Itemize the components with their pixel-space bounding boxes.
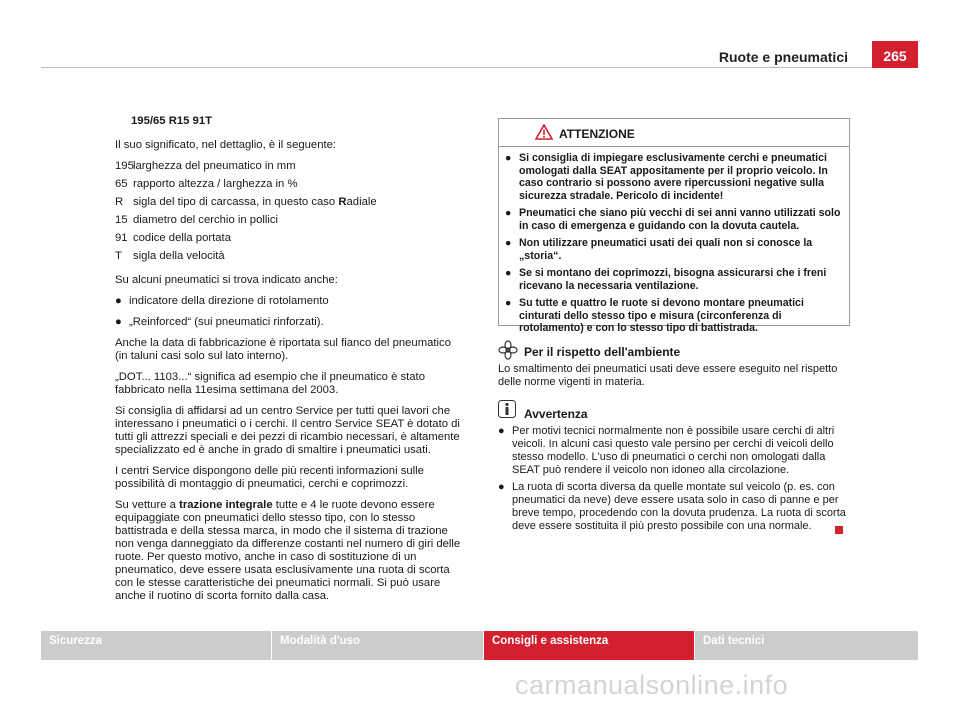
note-title: Avvertenza (524, 407, 588, 421)
page-number: 265 (872, 41, 918, 68)
info-icon (498, 400, 516, 418)
warning-item: ● Su tutte e quattro le ruote si devono montare pneumatici cinturati dello stesso tipo e misura (circonferenza di rotolamento) e con lo stesso tipo di battistrada. (505, 297, 804, 334)
definition-item: 65 rapporto altezza / larghezza in % (115, 178, 298, 190)
environment-title: Per il rispetto dell'ambiente (524, 345, 681, 359)
tab-dati-tecnici[interactable]: Dati tecnici (694, 631, 918, 660)
warning-item: ● Si consiglia di impiegare esclusivamente cerchi e pneumatici omologati dalla SEAT appositamente per il proprio veicolo. In caso contrario si possono avere ripercussioni negative sulla sicurezza stradale. Pericolo di incidente! (505, 152, 828, 202)
paragraph: Su vetture a trazione integrale tutte e 4 le ruote devono essere equipaggiate con pneumatici dello stesso tipo, con lo stesso battistrada e della stessa marca, in modo che il sistema di trazione non venga danneggiato da differenze costanti nel numero di giri delle ruote. Per questo motivo, anche in caso di sostituzione di un pneumatico, deve essere usata esclusivamente una ruota di scorta con le stesse caratteristiche dei pneumatici normali. Si può usare anche il ruotino di scorta fornito dalla casa. (115, 499, 461, 602)
warning-header (499, 119, 849, 147)
chapter-title: Ruote e pneumatici (718, 49, 848, 65)
definition-item: T sigla della velocità (115, 250, 225, 262)
left-column (115, 115, 465, 611)
tab-consigli-e-assistenza[interactable]: Consigli e assistenza (483, 631, 694, 660)
warning-item: ● Pneumatici che siano più vecchi di sei anni vanno utilizzati solo in caso di emergenza e guidando con la dovuta cautela. (505, 207, 841, 232)
note-section (498, 400, 853, 537)
paragraph: Si consiglia di affidarsi ad un centro Service per tutti quei lavori che interessano i pneumatici o i cerchi. Il centro Service SEAT è dotato di tutti gli attrezzi speciali e dei pezzi di ricambio necessari, è altamente specializzato ed è anche in grado di smaltire i pneumatici usati. (115, 405, 460, 456)
warning-box (498, 118, 850, 334)
section-end-marker (835, 526, 843, 534)
definition-item: 195 larghezza del pneumatico in mm (115, 160, 296, 172)
paragraph: „DOT... 1103...“ significa ad esempio che il pneumatico è stato fabbricato nella 11esima settimana del 2003. (115, 371, 425, 396)
warning-triangle-icon (535, 124, 553, 140)
tire-code: 195/65 R15 91T (131, 115, 213, 127)
warning-item: ● Non utilizzare pneumatici usati dei quali non si conosce la „storia“. (505, 237, 813, 262)
intro-text: Il suo significato, nel dettaglio, è il seguente: (115, 139, 337, 151)
paragraph: Anche la data di fabbricazione è riportata sul fianco del pneumatico (in taluni casi solo sul lato interno). (115, 337, 451, 362)
flower-icon (498, 340, 518, 360)
also-text: Su alcuni pneumatici si trova indicato anche: (115, 274, 338, 286)
note-item: ● Per motivi tecnici normalmente non è possibile usare cerchi di altri veicoli. In alcuni casi questo vale persino per cerchi di veicoli dello stesso modello. L'uso di pneumatici o cerchi non omologati dalla SEAT può rendere il veicolo non idoneo alla circolazione. (498, 425, 835, 476)
definition-item: R sigla del tipo di carcassa, in questo caso Radiale (115, 196, 377, 208)
warning-body (499, 147, 849, 335)
paragraph: I centri Service dispongono delle più recenti informazioni sulle possibilità di montaggio di pneumatici, cerchi e coprimozzi. (115, 465, 424, 490)
environment-section (498, 340, 853, 389)
bullet-item: ● indicatore della direzione di rotolamento (115, 295, 329, 307)
environment-text: Lo smaltimento dei pneumatici usati deve essere eseguito nel rispetto delle norme vigenti in materia. (498, 363, 838, 388)
tab-modalita-duso[interactable]: Modalità d'uso (271, 631, 483, 660)
header-rule (41, 67, 918, 68)
tab-sicurezza[interactable]: Sicurezza (41, 631, 271, 660)
definition-item: 15 diametro del cerchio in pollici (115, 214, 279, 226)
warning-item: ● Se si montano dei coprimozzi, bisogna assicurarsi che i freni ricevano la necessaria ventilazione. (505, 267, 827, 292)
watermark: carmanualsonline.info (515, 670, 789, 700)
warning-title: ATTENZIONE (559, 127, 635, 141)
definition-list (115, 160, 465, 263)
definition-item: 91 codice della portata (115, 232, 231, 244)
bullet-item: ● „Reinforced“ (sui pneumatici rinforzati). (115, 316, 324, 328)
note-item: ● La ruota di scorta diversa da quelle montate sul veicolo (p. es. con pneumatici da neve) deve essere usata solo in caso di panne e per breve tempo, procedendo con la dovuta prudenza. La ruota di scorta deve essere sostituita il più presto possibile con una normale. (498, 481, 846, 532)
footer-nav (41, 631, 918, 660)
